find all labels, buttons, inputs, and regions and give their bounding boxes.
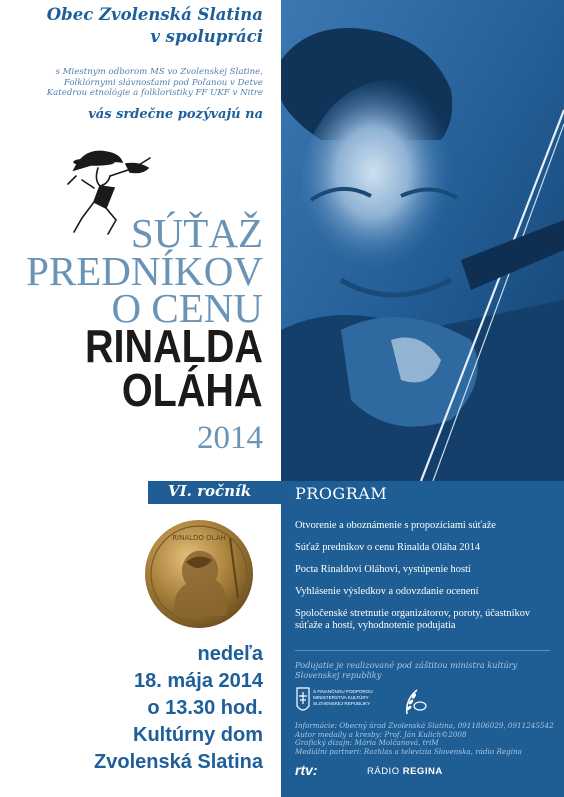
partner-line: s Miestnym odborom MS vo Zvolenskej Slatine, <box>55 67 263 77</box>
ministry-logo-icon <box>297 688 309 710</box>
organizer-cooperation: v spolupráci <box>150 27 263 46</box>
invitation-text: vás srdečne pozývajú na <box>88 107 263 122</box>
left-column <box>0 0 281 797</box>
partner-line: Katedrou etnológie a folkloristiky FF UKF v Nitre <box>46 88 263 98</box>
laurel-logo-icon <box>406 690 426 714</box>
event-details <box>94 641 263 776</box>
event-venue: Kultúrny dom <box>133 724 263 746</box>
edition-label: VI. ročník <box>168 482 252 500</box>
program-item: Súťaž predníkov o cenu Rinalda Oláha 2014 <box>295 542 481 553</box>
radio-prefix: RÁDIO <box>367 766 400 777</box>
program-heading: PROGRAM <box>295 484 388 503</box>
ministry-line: MINISTERSTVA KULTÚRY <box>313 695 369 700</box>
divider <box>295 650 550 651</box>
program-item: Vyhlásenie výsledkov a odovzdanie ocenení <box>295 586 479 597</box>
ministry-support <box>313 689 375 707</box>
right-column <box>281 0 564 797</box>
partner-line: Folklórnymi slávnosťami pod Poľanou v Detve <box>63 77 263 88</box>
rtv-logo: rtv: <box>295 762 318 778</box>
ministry-line: S FINANČNOU PODPOROU <box>313 689 373 694</box>
event-date: 18. mája 2014 <box>134 670 263 692</box>
violinist-photo <box>281 0 564 481</box>
program-item: Pocta Rinaldovi Oláhovi, vystúpenie hostí <box>295 564 471 575</box>
program-item: Otvorenie a oboznámenie s propozíciami súťaže <box>295 520 496 531</box>
info-line: Mediálni partneri: Rozhlas a televízia Slovenska, rádio Regina <box>295 746 522 756</box>
event-day: nedeľa <box>197 643 263 665</box>
event-location: Zvolenská Slatina <box>94 751 263 773</box>
info-line: Autor medaily a kresby: Prof. Ján Kulich©2008 <box>295 729 467 739</box>
event-time: o 13.30 hod. <box>147 697 263 719</box>
title-line-2: PREDNÍKOV <box>26 248 263 294</box>
patronage-note: Podujatie je realizované pod záštitou ministra kultúry Slovenskej republiky <box>295 660 518 680</box>
title-line-3: O CENU <box>111 285 263 331</box>
title-name-last: OLÁHA <box>122 364 263 416</box>
info-line: Grafický dizajn: Mária Molčanová, triM <box>295 738 439 748</box>
title-name-first: RINALDA <box>84 320 263 372</box>
program-item: Spoločenské stretnutie organizátorov, poroty, účastníkov súťaže a hostí, vyhodnotenie podujatia <box>295 608 531 631</box>
info-line: Informácie: Obecný úrad Zvolenská Slatina, 0911806029, 0911245542 <box>295 721 554 730</box>
radio-name: REGINA <box>402 766 443 777</box>
credits-info <box>295 722 557 756</box>
title-year: 2014 <box>197 420 263 456</box>
medal-image <box>134 518 264 630</box>
medal-inscription: RINALDO OLÁH <box>172 534 226 542</box>
organizer-name: Obec Zvolenská Slatina <box>46 5 263 24</box>
title-line-1: SÚŤAŽ <box>130 210 263 256</box>
program-list <box>295 520 557 641</box>
partners <box>23 67 263 99</box>
ministry-line: SLOVENSKEJ REPUBLIKY <box>313 701 371 706</box>
radio-regina-logo <box>367 766 443 777</box>
organizer <box>47 4 263 48</box>
